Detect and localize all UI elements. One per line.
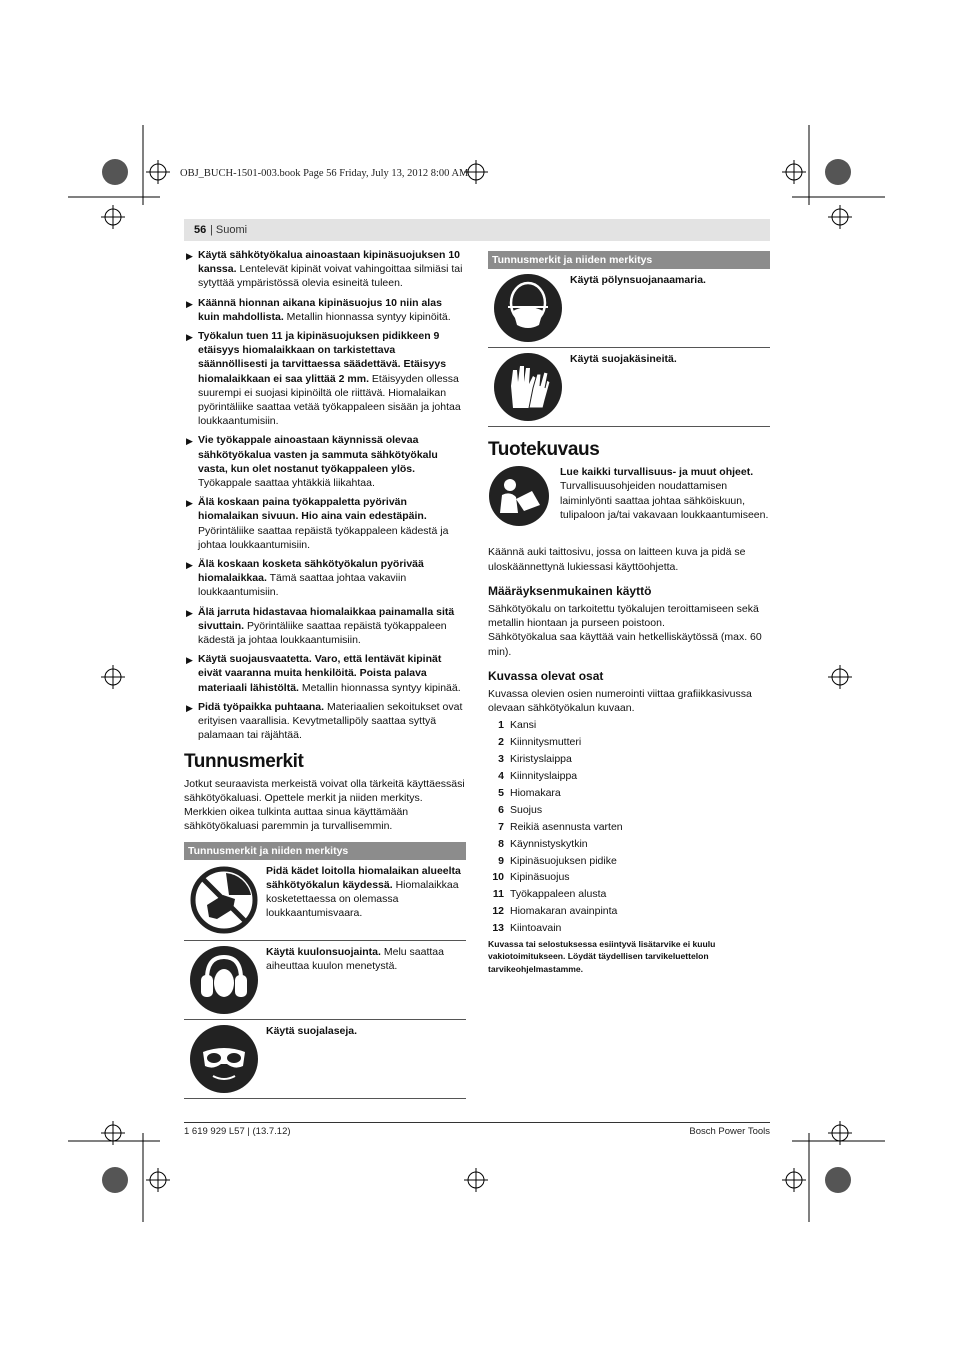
list-item: 5 Hiomakara [498, 787, 561, 799]
symbol-row [488, 269, 770, 348]
safety-bullet: ▶ Työkalun tuen 11 ja kipinäsuojuksen pidikkeen 9 etäisyys hiomalaikkaan on tarkistettava säännöllisesti ja tarvittaessa säädettävä. Etäisyys hiomalaikkaan ei saa ylittää 2 mm. Etäisyyden ollessa suurempi ei suojasi kipinöiltä ole riittävä. Hiomalaikan pyörintäliike saattaa vetää työkappaleen sisään ja johtaa loukkaantumisiin. [186, 330, 461, 428]
dust-mask-icon [488, 269, 568, 347]
bullet-arrow-icon: ▶ [186, 436, 193, 447]
read-instructions-block [488, 465, 770, 531]
read-instructions-text: Lue kaikki turvallisuus- ja muut ohjeet. Turvallisuusohjeiden noudattamisen laiminlyönti saattaa johtaa sähköiskuun, tulipaloon ja/tai vakavaan loukkaantumiseen. [560, 466, 769, 521]
right-column [488, 251, 770, 975]
safety-bullet: ▶ Älä koskaan kosketa sähkötyökalun pyörivää hiomalaikkaa. Tämä saattaa johtaa vakaviin loukkaantumisiin. [186, 558, 424, 599]
bullet-arrow-icon: ▶ [186, 298, 193, 309]
symbol-text: Käytä pölynsuojanaamaria. [570, 274, 706, 286]
intended-use-text-2: Sähkötyökalua saa käyttää vain hetkelliskäytössä (max. 60 min). [488, 631, 762, 658]
bullet-arrow-icon: ▶ [186, 332, 193, 343]
bullet-arrow-icon: ▶ [186, 560, 193, 571]
parts-list [488, 717, 770, 937]
gloves-icon [488, 348, 568, 426]
list-item: 11 Työkappaleen alusta [492, 888, 607, 901]
accessory-note: Kuvassa tai selostuksessa esiintyvä lisätarvike ei kuulu vakiotoimitukseen. Löydät täydellisen tarvikeluettelon tarvikeohjelmastamme. [488, 939, 716, 974]
symbol-text: Käytä kuulonsuojainta. Melu saattaa aiheuttaa kuulon menetystä. [266, 945, 444, 972]
list-item: 1 Kansi [498, 719, 537, 732]
footer-rule [184, 1122, 770, 1123]
goggles-icon [184, 1020, 264, 1098]
symbol-table-header: Tunnusmerkit ja niiden merkitys [488, 251, 770, 269]
print-info-line: OBJ_BUCH-1501-003.book Page 56 Friday, July 13, 2012 8:00 AM [180, 168, 469, 179]
symbol-row [184, 1020, 466, 1099]
symbol-row [184, 941, 466, 1020]
safety-bullet: ▶ Älä jarruta hidastavaa hiomalaikkaa painamalla sitä sivuttain. Pyörintäliike saattaa repäistä työkappaleen kädestä ja johtaa loukkaantumisiin. [186, 605, 455, 647]
bullet-arrow-icon: ▶ [186, 702, 193, 713]
symbol-text: Käytä suojakäsineitä. [570, 353, 677, 365]
bullet-arrow-icon: ▶ [186, 655, 193, 666]
read-manual-icon [488, 465, 560, 531]
page-number: 56 [194, 224, 207, 236]
symbol-text: Pidä kädet loitolla hiomalaikan alueelta sähkötyökalun käydessä. Hiomalaikkaa kosketettaessa on olemassa loukkaantumisvaara. [266, 864, 461, 920]
safety-bullet: ▶ Käännä hionnan aikana kipinäsuojus 10 niin alas kuin mahdollista. Metallin hionnassa syntyy kipinöitä. [186, 296, 451, 323]
list-item: 8 Käynnistyskytkin [498, 837, 588, 850]
list-item: 9 Kipinäsuojuksen pidike [498, 854, 617, 867]
section-heading-tuotekuvaus: Tuotekuvaus [488, 439, 600, 460]
list-item: 10 Kipinäsuojus [492, 871, 570, 884]
safety-bullet-list [184, 248, 466, 743]
safety-bullet: ▶ Vie työkappale ainoastaan käynnissä olevaa sähkötyökalua vasten ja sammuta sähkötyökalu vasta, kun olet nostanut työkappaleen ylös. Työkappale saattaa yhtäkkiä liikahtaa. [186, 434, 438, 490]
list-item: 3 Kiristyslaippa [498, 753, 572, 766]
list-item: 4 Kiinnityslaippa [498, 770, 578, 783]
no-hand-icon [184, 860, 264, 940]
list-item: 13 Kiintoavain [492, 922, 562, 935]
page-header-section: | Suomi [210, 224, 248, 236]
footer-brand: Bosch Power Tools [689, 1126, 770, 1137]
parts-intro: Kuvassa olevien osien numerointi viittaa grafiikkasivussa olevaan sähkötyökalun kuvaan. [488, 688, 752, 715]
safety-bullet: ▶ Älä koskaan paina työkappaletta pyörivän hiomalaikan sivuun. Hio aina vain edestäpäin. Pyörintäliike saattaa repäistä työkappaleen kädestä ja johtaa loukkaantumisiin. [186, 496, 449, 551]
safety-bullet: ▶ Käytä suojausvaatetta. Varo, että lentävät kipinät eivät vaaranna muita henkilöitä. Poista palava materiaali lähistöltä. Metallin hionnassa syntyy kipinää. [186, 653, 461, 694]
list-item: 6 Suojus [498, 803, 543, 816]
intended-use-text-1: Sähkötyökalu on tarkoitettu työkalujen teroittamiseen sekä metallin hiontaan ja purseen poistoon. [488, 603, 759, 630]
symbol-table-header: Tunnusmerkit ja niiden merkitys [184, 842, 466, 860]
symbol-row [184, 860, 466, 941]
list-item: 7 Reikiä asennusta varten [498, 820, 623, 833]
bullet-arrow-icon: ▶ [186, 607, 193, 618]
fold-out-text: Käännä auki taittosivu, jossa on laitteen kuva ja pidä se uloskäännettynä lukiessasi käyttöohjetta. [488, 546, 746, 573]
parts-heading: Kuvassa olevat osat [488, 668, 604, 683]
ear-protection-icon [184, 941, 264, 1019]
page-header-bar [184, 219, 770, 241]
section-heading-tunnusmerkit: Tunnusmerkit [184, 750, 304, 772]
bullet-arrow-icon: ▶ [186, 498, 193, 509]
list-item: 12 Hiomakaran avainpinta [492, 905, 618, 918]
safety-bullet: ▶ Pidä työpaikka puhtaana. Materiaalien sekoitukset ovat erityisen vaarallisia. Kevytmetallipöly saattaa syttyä palamaan tai räjähtää. [186, 700, 463, 742]
intended-use-heading: Määräyksenmukainen käyttö [488, 583, 652, 598]
symbol-text: Käytä suojalaseja. [266, 1024, 358, 1037]
footer-document-code: 1 619 929 L57 | (13.7.12) [184, 1126, 291, 1137]
tunnusmerkit-intro: Jotkut seuraavista merkeistä voivat olla tärkeitä käyttäessäsi sähkötyökaluasi. Opettele merkit ja niiden merkitys. Merkkien oikea tulkinta auttaa sinua käyttämään sähkötyökaluasi paremmin ja turvallisemmin. [184, 777, 465, 833]
safety-bullet: ▶ Käytä sähkötyökalua ainoastaan kipinäsuojuksen 10 kanssa. Lentelevät kipinät voivat vahingoittaa silmiäsi tai sytyttää ympäristössä olevia esineitä tuleen. [186, 249, 463, 290]
list-item: 2 Kiinnitysmutteri [498, 736, 582, 749]
bullet-arrow-icon: ▶ [186, 251, 193, 261]
symbol-row [488, 348, 770, 427]
left-column [184, 248, 466, 1099]
